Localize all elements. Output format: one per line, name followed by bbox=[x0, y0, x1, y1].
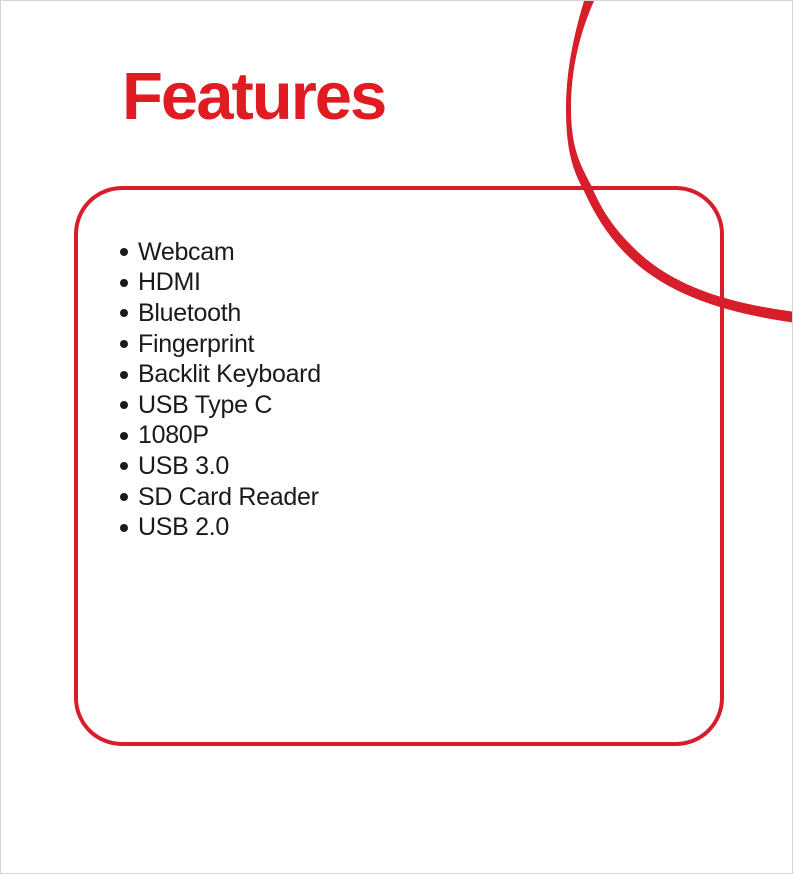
feature-label: Bluetooth bbox=[138, 298, 241, 327]
list-item bbox=[120, 268, 321, 299]
bullet-icon bbox=[120, 524, 128, 532]
list-item bbox=[120, 482, 321, 513]
feature-label: 1080P bbox=[138, 421, 209, 450]
feature-label: Fingerprint bbox=[138, 329, 255, 358]
feature-label: USB 3.0 bbox=[138, 451, 230, 480]
features-list bbox=[120, 237, 321, 543]
list-item bbox=[120, 451, 321, 482]
list-item bbox=[120, 421, 321, 452]
feature-label: Backlit Keyboard bbox=[138, 360, 321, 389]
bullet-icon bbox=[120, 371, 128, 379]
feature-label: USB Type C bbox=[138, 390, 273, 419]
bullet-icon bbox=[120, 248, 128, 256]
feature-label: Webcam bbox=[138, 237, 235, 266]
feature-label: USB 2.0 bbox=[138, 513, 230, 542]
list-item bbox=[120, 237, 321, 268]
bullet-icon bbox=[120, 462, 128, 470]
feature-label: SD Card Reader bbox=[138, 482, 319, 511]
list-item bbox=[120, 512, 321, 543]
bullet-icon bbox=[120, 309, 128, 317]
list-item bbox=[120, 390, 321, 421]
feature-label: HDMI bbox=[138, 268, 201, 297]
bullet-icon bbox=[120, 432, 128, 440]
list-item bbox=[120, 298, 321, 329]
bullet-icon bbox=[120, 493, 128, 501]
bullet-icon bbox=[120, 340, 128, 348]
list-item bbox=[120, 359, 321, 390]
page-title: Features bbox=[122, 59, 386, 134]
bullet-icon bbox=[120, 401, 128, 409]
bullet-icon bbox=[120, 279, 128, 287]
list-item bbox=[120, 329, 321, 360]
